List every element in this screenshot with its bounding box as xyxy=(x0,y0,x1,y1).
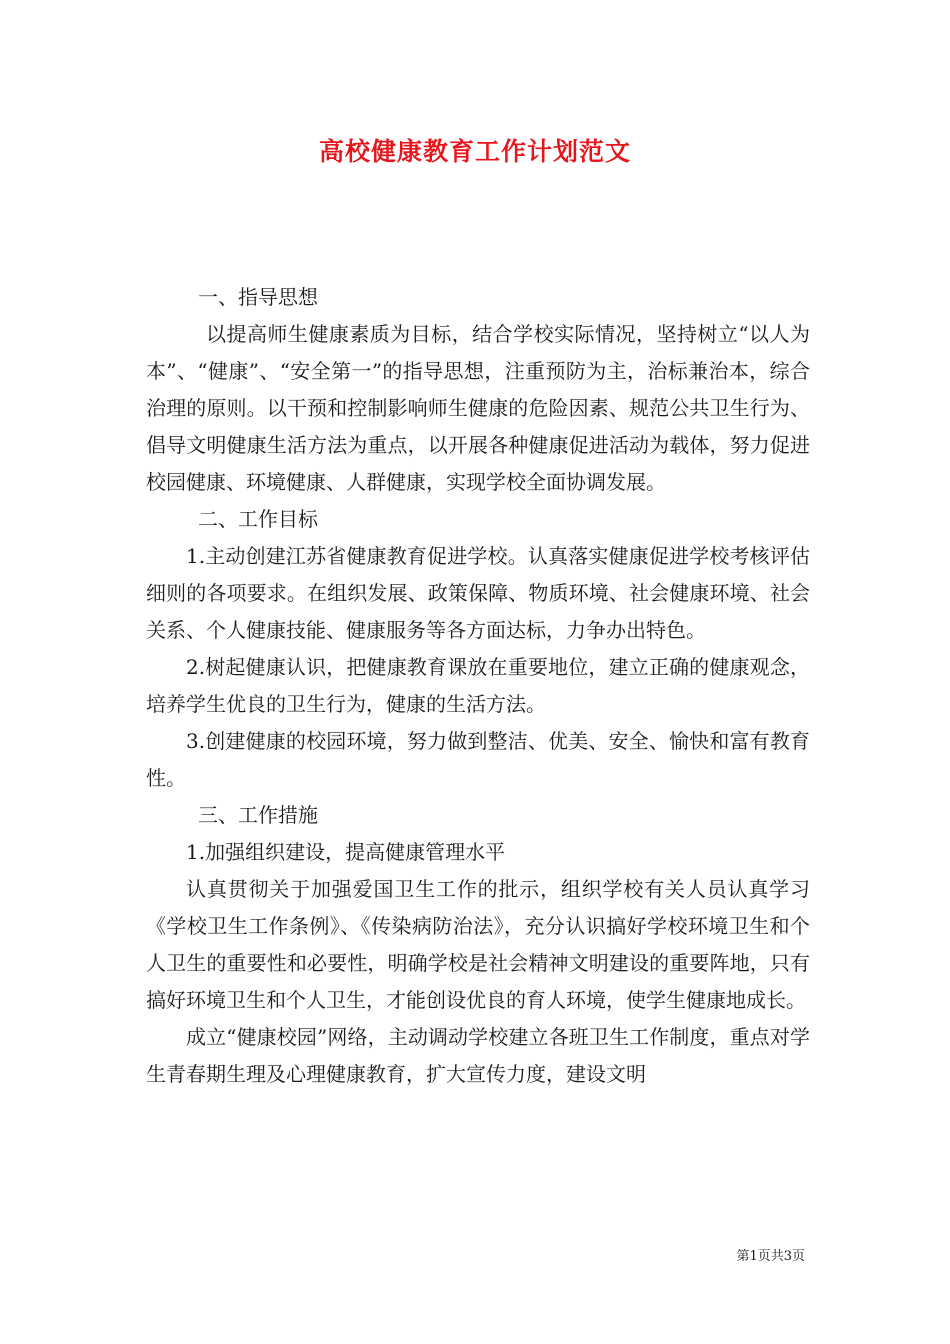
paragraph-guiding-thought: 以提高师生健康素质为目标，结合学校实际情况，坚持树立“以人为本”、“健康”、“安全第一”的指导思想，注重预防为主，治标兼治本，综合治理的原则。以干预和控制影响师生健康的危险因素、规范公共卫生行为、倡导文明健康生活方法为重点，以开展各种健康促进活动为载体，努力促进校园健康、环境健康、人群健康，实现学校全面协调发展。 xyxy=(146,322,810,494)
paragraph-goal-2: 2.树起健康认识，把健康教育课放在重要地位，建立正确的健康观念，培养学生优良的卫生行为，健康的生活方法。 xyxy=(146,655,810,716)
paragraph-measure-1-title: 1.加强组织建设，提高健康管理水平 xyxy=(186,840,506,864)
section-heading-1: 一、指导思想 xyxy=(198,285,318,309)
section-heading-3: 三、工作措施 xyxy=(198,803,318,827)
paragraph-measure-1-body: 认真贯彻关于加强爱国卫生工作的批示，组织学校有关人员认真学习《学校卫生工作条例》、《传染病防治法》，充分认识搞好学校环境卫生和个人卫生的重要性和必要性，明确学校是社会精神文明建设的重要阵地，只有搞好环境卫生和个人卫生，才能创设优良的育人环境，使学生健康地成长。 xyxy=(146,877,810,1012)
document-body xyxy=(146,279,810,1093)
paragraph-measure-1-network: 成立“健康校园”网络，主动调动学校建立各班卫生工作制度，重点对学生青春期生理及心理健康教育，扩大宣传力度，建设文明 xyxy=(146,1025,810,1086)
paragraph-goal-1: 1.主动创建江苏省健康教育促进学校。认真落实健康促进学校考核评估细则的各项要求。在组织发展、政策保障、物质环境、社会健康环境、社会关系、个人健康技能、健康服务等各方面达标，力争办出特色。 xyxy=(146,544,810,642)
page-title: 高校健康教育工作计划范文 xyxy=(318,137,631,166)
section-heading-2: 二、工作目标 xyxy=(198,507,318,531)
paragraph-goal-3: 3.创建健康的校园环境，努力做到整洁、优美、安全、愉快和富有教育性。 xyxy=(146,729,810,790)
page-number-footer: 第1页共3页 xyxy=(736,1249,805,1264)
